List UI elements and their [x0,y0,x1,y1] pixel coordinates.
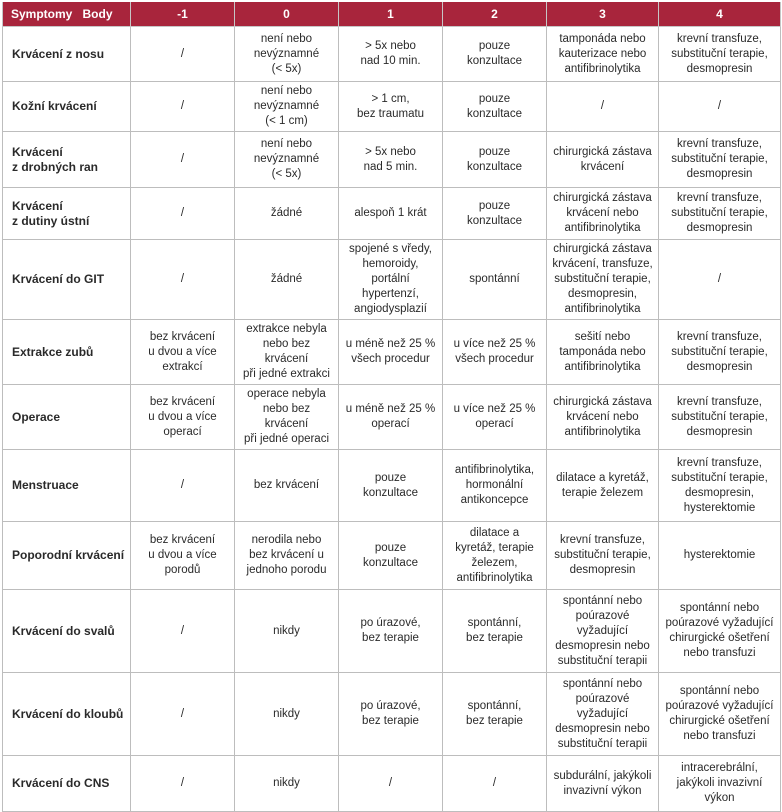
score-cell-line: nikdy [273,707,300,720]
score-cell [547,756,659,812]
score-cell [339,673,443,756]
table-row [3,188,781,240]
score-cell [235,756,339,812]
score-cell-line: / [180,47,185,60]
score-cell-line: / [180,273,185,285]
score-cell-line: hysterektomie [683,501,756,514]
score-cell-line: při jedné operaci [243,433,330,445]
header-symptoms: Symptomy [3,2,81,27]
score-cell-line: / [180,479,185,491]
table-row [3,320,781,385]
score-cell-line: extrakce nebyla [246,323,327,335]
score-cell-line: / [180,707,185,720]
table-row [3,522,781,590]
score-cell [235,132,339,188]
symptom-name-line: z dutiny ústní [12,213,90,228]
score-cell-line: bez terapie [466,715,523,727]
score-cell-line: desmopresin [686,425,753,438]
symptom-name [3,385,131,450]
score-cell-line: krvácení nebo [566,207,639,219]
score-cell-line: porodů [164,564,201,576]
score-cell-line: všech procedur [351,353,430,365]
score-cell-line: pouze [478,199,511,212]
score-cell [659,240,781,320]
score-cell-line: / [180,207,185,219]
score-cell-line: substituční terapie, [671,207,768,219]
score-cell-line: / [180,153,185,165]
score-cell-line: antifibrinolytika [564,62,641,75]
score-cell [339,188,443,240]
score-cell-line: krevní transfuze, [676,192,762,204]
score-cell-line: krevní transfuze, [676,32,762,45]
score-cell-line: železem, [471,556,518,569]
header-col-0: 0 [235,2,339,27]
score-cell-line: spontánní nebo [562,594,643,607]
score-cell-line: operací [475,418,514,430]
score-cell-line: / [388,777,393,789]
symptom-name-line: Krvácení do CNS [12,776,110,790]
score-cell-line: u dvou a více [148,345,217,358]
score-cell [547,590,659,673]
score-cell-line: nikdy [273,777,300,789]
score-cell-line: chirurgické ošetření [669,715,770,727]
score-cell-line: nikdy [273,624,300,637]
score-cell-line: sešití nebo [574,330,631,343]
score-cell-line: operací [371,418,410,430]
score-cell-line: / [717,100,722,112]
score-cell-line: nad 10 min. [360,55,421,67]
score-cell-line: poúrazové [575,609,630,622]
score-cell [547,132,659,188]
score-cell-line: / [492,777,497,789]
symptom-name-line: Extrakce zubů [12,344,94,359]
score-cell-line: není nebo [260,85,313,97]
score-cell-line: hormonální [465,479,524,491]
score-cell-line: extrakcí [162,360,203,373]
score-cell-line: desmopresin, [567,288,638,300]
score-cell [339,385,443,450]
header-points: Body [81,2,131,27]
score-cell [659,188,781,240]
score-cell-line: u více než 25 % [453,403,536,415]
score-cell [131,132,235,188]
score-cell-line: bez terapie [362,715,419,727]
score-cell-line: nad 5 min. [363,160,418,173]
score-cell-line: antikoncepce [460,494,529,506]
score-cell-line: substituční terapie, [671,47,768,60]
score-cell-line: substituční terapii [557,737,648,750]
score-cell-line: krevní transfuze, [676,330,762,343]
score-cell [235,522,339,590]
score-cell [659,385,781,450]
score-cell-line: dilatace a kyretáž, [556,471,649,484]
score-cell-line: intracerebrální, [681,762,758,774]
score-cell-line: desmopresin nebo [555,639,650,652]
score-cell-line: substituční terapie, [671,471,768,484]
score-cell-line: desmopresin [686,222,753,234]
score-cell-line: pouze [374,541,407,554]
score-cell-line: poúrazové [575,692,630,705]
score-cell [131,240,235,320]
score-cell-line: chirurgická zástava [553,243,652,255]
score-cell [547,82,659,132]
score-cell [547,450,659,522]
score-cell-line: pouze [478,40,511,52]
header-col-1: 1 [339,2,443,27]
score-cell-line: bez terapie [466,632,523,644]
score-cell-line: spontánní, [467,700,522,712]
symptom-name [3,522,131,590]
score-cell [659,320,781,385]
score-cell-line: poúrazové vyžadující [665,700,774,712]
score-cell-line: / [180,777,185,789]
score-cell-line: / [600,100,605,112]
header-col-minus1: -1 [131,2,235,27]
score-cell [443,82,547,132]
score-cell [235,590,339,673]
symptom-name-line: Kožní krvácení [12,99,97,113]
score-cell-line: spontánní nebo [679,685,760,697]
score-cell [339,82,443,132]
score-cell-line: krvácení, transfuze, [552,258,653,270]
score-cell-line: vyžadující [576,624,629,637]
score-cell [443,320,547,385]
score-cell-line: substituční terapie, [554,273,651,285]
score-cell-line: / [717,273,722,285]
score-cell [659,590,781,673]
score-cell-line: antifibrinolytika [564,303,641,315]
score-cell-line: konzultace [467,107,522,120]
table-body [3,27,781,812]
score-cell [339,27,443,82]
header-col-3: 3 [547,2,659,27]
score-cell [235,240,339,320]
score-cell [443,240,547,320]
score-cell-line: není nebo [260,138,313,150]
score-cell [547,320,659,385]
score-cell [235,385,339,450]
score-cell-line: spontánní nebo [679,602,760,614]
header-col-4: 4 [659,2,781,27]
score-cell-line: > 5x nebo [365,145,416,158]
symptom-name [3,188,131,240]
score-cell-line: konzultace [363,486,418,499]
score-cell [659,756,781,812]
score-cell-line: jakýkoli invazivní [676,777,763,789]
score-cell [131,320,235,385]
symptom-name [3,673,131,756]
table-row [3,385,781,450]
score-cell-line: spontánní nebo [562,677,643,690]
score-cell [443,188,547,240]
score-cell-line: > 1 cm, [371,92,410,105]
score-cell-line: bez krvácení [149,534,216,546]
score-cell-line: jednoho porodu [246,564,327,576]
score-cell [131,450,235,522]
score-cell [235,27,339,82]
table-row [3,82,781,132]
score-cell [547,27,659,82]
score-cell-line: chirurgická zástava [553,145,652,158]
score-cell-line: není nebo [260,32,313,45]
score-cell [131,673,235,756]
score-cell-line: bez krvácení [149,395,216,408]
score-cell [131,756,235,812]
score-cell-line: pouze [478,92,511,105]
score-cell-line: antifibrinolytika [564,222,641,234]
score-cell-line: (< 1 cm) [265,115,308,127]
score-cell-line: hemoroidy, [362,258,419,270]
score-cell-line: pouze [478,145,511,158]
score-cell-line: / [180,624,185,637]
score-cell [131,385,235,450]
score-cell-line: chirurgická zástava [553,395,652,408]
score-cell-line: konzultace [363,556,418,569]
score-cell-line: u méně než 25 % [345,338,436,350]
score-cell-line: antifibrinolytika, [454,464,535,476]
symptom-name-line: Krvácení [12,198,63,213]
table-row [3,132,781,188]
score-cell [339,240,443,320]
score-cell-line: operací [163,425,202,438]
score-cell [131,590,235,673]
score-cell-line: po úrazové, [360,617,421,629]
symptom-name-line: Krvácení do kloubů [12,706,124,721]
score-cell-line: > 5x nebo [365,40,416,52]
score-cell-line: invazivní výkon [563,784,642,797]
score-cell-line: konzultace [467,55,522,67]
table-row [3,450,781,522]
score-cell-line: krevní transfuze, [676,395,762,408]
table-row [3,590,781,673]
score-cell-line: alespoň 1 krát [354,207,427,219]
symptom-name-line: Operace [12,409,61,424]
score-cell-line: kauterizace nebo [558,47,647,60]
table-row [3,673,781,756]
score-cell [659,82,781,132]
score-cell-line: portální [371,273,410,285]
score-cell [443,756,547,812]
score-cell-line: antifibrinolytika [564,360,641,373]
score-cell-line: dilatace a [469,526,520,539]
score-cell [131,27,235,82]
score-cell [443,673,547,756]
score-cell [339,590,443,673]
symptom-name-line: Krvácení [12,144,63,159]
score-cell-line: chirurgické ošetření [669,632,770,644]
symptom-name [3,132,131,188]
score-cell [659,522,781,590]
symptom-name [3,756,131,812]
score-cell [235,82,339,132]
score-cell-line: tamponáda nebo [559,32,646,45]
symptom-name [3,320,131,385]
score-cell-line: hypertenzí, [362,288,419,300]
score-cell [339,450,443,522]
score-cell [339,320,443,385]
score-cell-line: bez krvácení [253,479,320,491]
score-cell-line: u více než 25 % [453,338,536,350]
score-cell [443,522,547,590]
score-cell [235,320,339,385]
score-cell-line: všech procedur [455,353,534,365]
score-cell [131,82,235,132]
symptom-name-line: Krvácení do svalů [12,623,115,638]
score-cell [547,385,659,450]
score-cell-line: chirurgická zástava [553,192,652,204]
score-cell-line: desmopresin [686,360,753,373]
score-cell-line: desmopresin [686,62,753,75]
score-cell-line: desmopresin nebo [555,722,650,735]
score-cell-line: u dvou a více [148,549,217,561]
score-cell-line: spojené s vředy, [349,243,432,255]
symptom-name-line: Menstruace [12,478,79,492]
score-cell [131,522,235,590]
symptom-name [3,27,131,82]
symptom-name-line: Poporodní krvácení [12,548,125,562]
score-cell-line: krevní transfuze, [676,138,762,150]
score-cell [443,27,547,82]
bleeding-score-table [2,2,781,812]
score-cell [547,240,659,320]
score-cell-line: u dvou a více [148,410,217,423]
score-cell-line: desmopresin [569,564,636,576]
score-cell-line: / [180,100,185,112]
score-cell-line: nebo transfuzi [683,730,756,742]
score-cell-line: spontánní [469,273,520,285]
score-cell-line: bez terapie [362,632,419,644]
score-cell-line: nevýznamné [253,153,320,165]
score-cell-line: substituční terapie, [671,410,768,423]
score-cell-line: krvácení [580,160,625,173]
score-cell [235,673,339,756]
score-cell-line: u méně než 25 % [345,403,436,415]
score-cell-line: nevýznamné [253,47,320,60]
score-cell-line: antifibrinolytika [564,425,641,438]
header-row [3,2,781,27]
symptom-name-line: Krvácení do GIT [12,272,105,286]
score-cell-line: bez krvácení [149,330,216,343]
score-cell [659,450,781,522]
score-cell-line: hysterektomie [683,549,756,561]
score-cell-line: krvácení nebo [566,410,639,423]
score-cell-line: nebo bez krvácení [262,403,311,430]
score-cell-line: (< 5x) [271,168,302,180]
score-cell-line: bez krvácení u [249,549,324,561]
symptom-name [3,240,131,320]
score-cell-line: nerodila nebo [251,534,322,546]
score-cell-line: nevýznamné [253,100,320,112]
score-cell [339,522,443,590]
score-cell-line: substituční terapie, [671,153,768,165]
score-cell [547,522,659,590]
table-row [3,240,781,320]
score-cell [235,188,339,240]
score-cell-line: substituční terapie, [554,549,651,561]
score-cell-line: poúrazové vyžadující [665,617,774,629]
score-cell-line: konzultace [467,214,522,227]
score-cell-line: krevní transfuze, [676,456,762,469]
score-cell-line: konzultace [467,160,522,173]
score-cell [443,132,547,188]
symptom-name [3,590,131,673]
score-cell [659,27,781,82]
score-cell-line: nebo bez krvácení [262,338,311,365]
score-cell-line: žádné [270,207,303,219]
score-cell-line: tamponáda nebo [559,345,646,358]
table-row [3,27,781,82]
score-cell-line: operace nebyla [247,388,326,400]
score-cell-line: kyretáž, terapie [455,541,534,554]
score-cell-line: subdurální, jakýkoli [553,769,652,782]
score-cell-line: při jedné extrakci [243,368,330,380]
score-cell-line: žádné [270,273,303,285]
score-cell [547,188,659,240]
score-cell-line: vyžadující [576,707,629,720]
score-cell [443,590,547,673]
score-cell [235,450,339,522]
score-cell-line: desmopresin, [684,486,755,499]
score-cell-line: substituční terapie, [671,345,768,358]
score-cell-line: po úrazové, [360,700,421,712]
symptom-name [3,450,131,522]
score-cell-line: pouze [374,471,407,484]
score-cell [659,132,781,188]
score-cell-line: bez traumatu [356,107,425,120]
header-col-2: 2 [443,2,547,27]
score-cell-line: desmopresin [686,168,753,180]
score-cell-line: terapie železem [561,486,644,499]
symptom-name-line: Krvácení z nosu [12,46,105,61]
score-cell [443,385,547,450]
symptom-name-line: z drobných ran [12,159,99,174]
score-cell [547,673,659,756]
score-cell-line: nebo transfuzi [683,647,756,659]
score-cell [659,673,781,756]
score-cell [339,756,443,812]
score-cell [443,450,547,522]
score-cell-line: substituční terapii [557,654,648,667]
score-cell-line: krevní transfuze, [559,534,645,546]
symptom-name [3,82,131,132]
score-cell-line: angiodysplazií [354,303,427,315]
score-cell-line: antifibrinolytika [456,571,533,584]
score-cell-line: (< 5x) [271,62,302,75]
score-cell [131,188,235,240]
score-cell-line: výkon [704,792,735,804]
table-row [3,756,781,812]
score-cell-line: spontánní, [467,617,522,629]
score-cell [339,132,443,188]
